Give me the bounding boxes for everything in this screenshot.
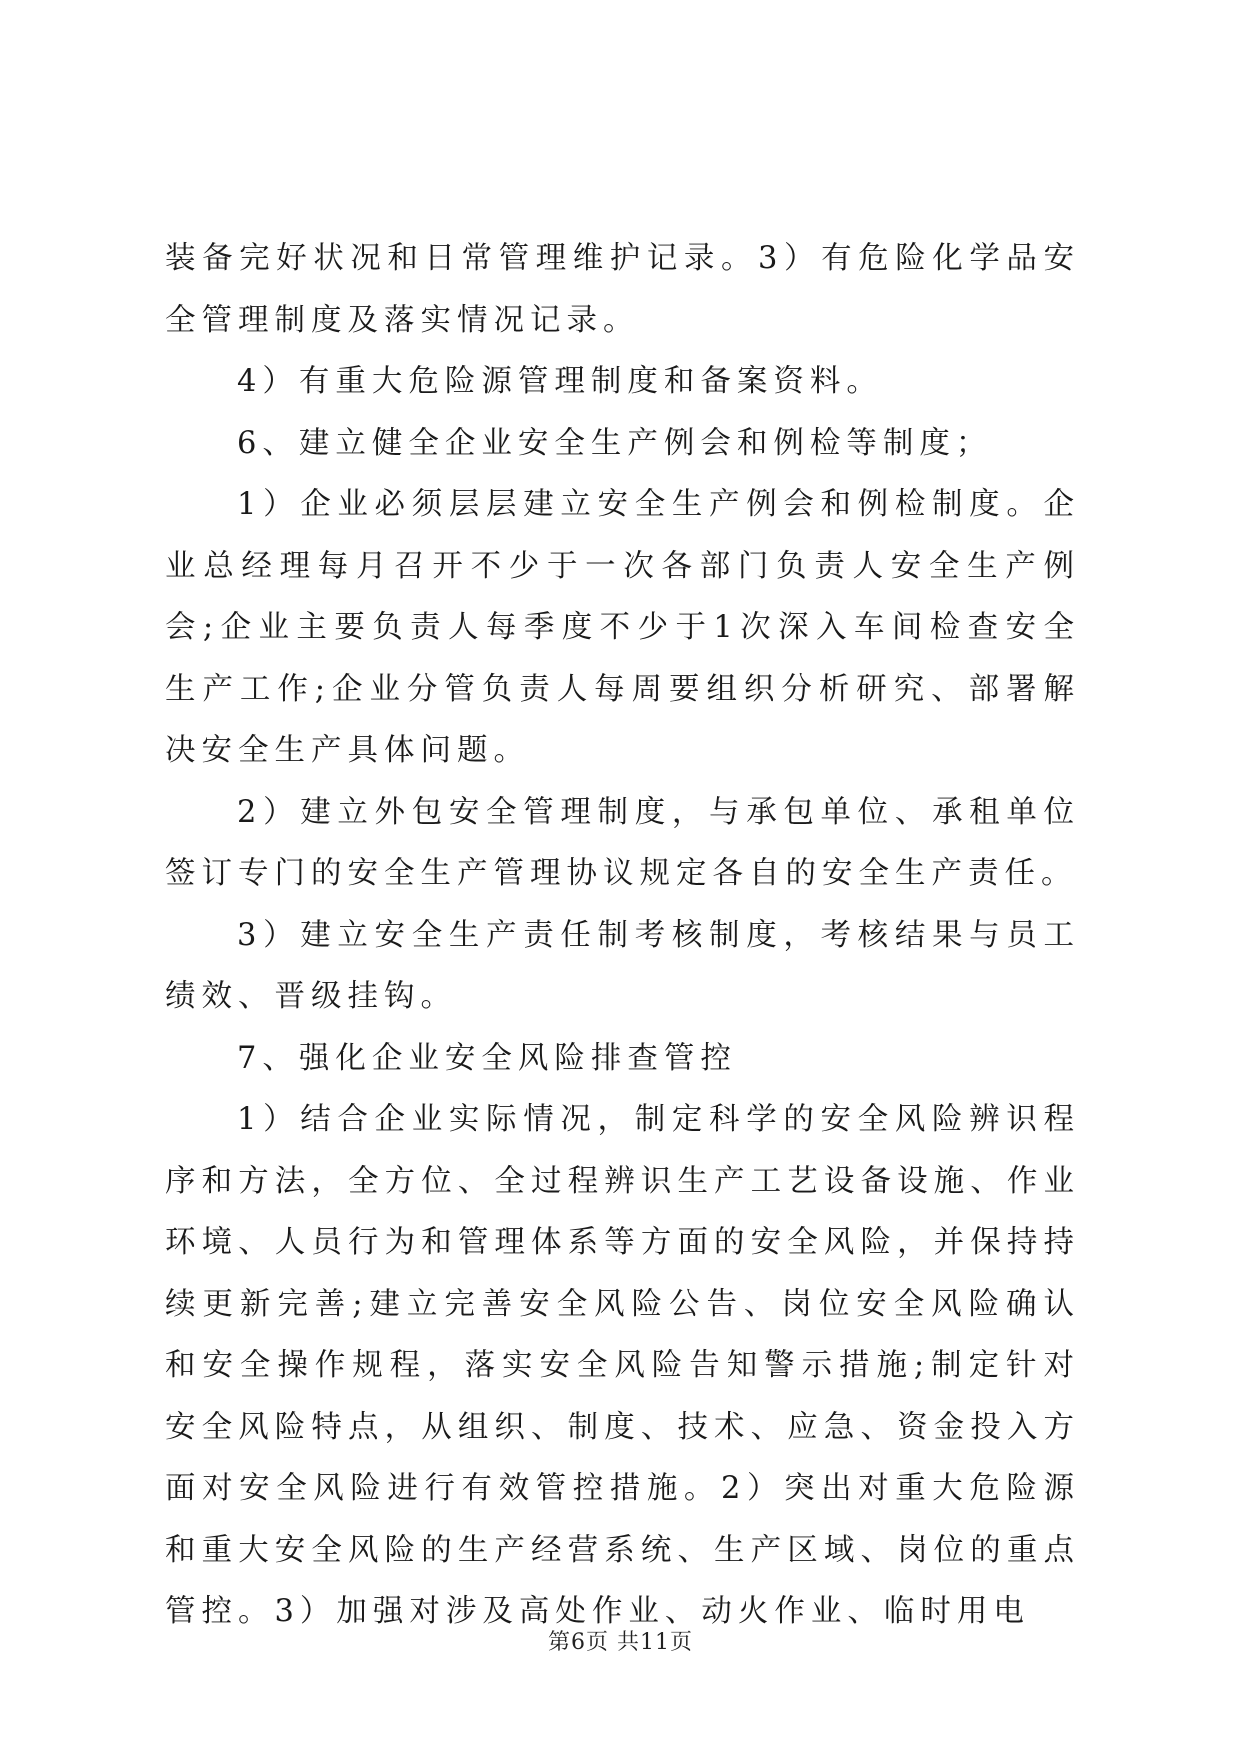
paragraph-1: 装备完好状况和日常管理维护记录。3）有危险化学品安全管理制度及落实情况记录。 [165, 241, 1080, 338]
page-footer: 第6页 共11页 [548, 1630, 693, 1655]
paragraph-8: 1）结合企业实际情况，制定科学的安全风险辨识程序和方法，全方位、全过程辨识生产工艺设备设施、作业环境、人员行为和管理体系等方面的安全风险，并保持持续更新完善;建立完善安全风险公告、岗位安全风险确认和安全操作规程，落实安全风险告知警示措施;制定针对安全风险特点，从组织、制度、技术、应急、资金投入方面对安全风险进行有效管控措施。2）突出对重大危险源和重大安全风险的生产经营系统、生产区域、岗位的重点管控。3）加强对涉及高处作业、动火作业、临时用电 [165, 1102, 1080, 1629]
document-body [165, 228, 1080, 1643]
paragraph-2: 4）有重大危险源管理制度和备案资料。 [237, 364, 883, 399]
paragraph-3: 6、建立健全企业安全生产例会和例检等制度； [237, 425, 993, 461]
paragraph-6: 3）建立安全生产责任制考核制度，考核结果与员工绩效、晋级挂钩。 [165, 917, 1080, 1014]
paragraph-4: 1）企业必须层层建立安全生产例会和例检制度。企业总经理每月召开不少于一次各部门负责人安全生产例会;企业主要负责人每季度不少于1次深入车间检查安全生产工作;企业分管负责人每周要组织分析研究、部署解决安全生产具体问题。 [165, 487, 1080, 768]
paragraph-5: 2）建立外包安全管理制度，与承包单位、承租单位签订专门的安全生产管理协议规定各自的安全生产责任。 [165, 794, 1080, 891]
paragraph-7: 7、强化企业安全风险排查管控 [237, 1040, 737, 1076]
